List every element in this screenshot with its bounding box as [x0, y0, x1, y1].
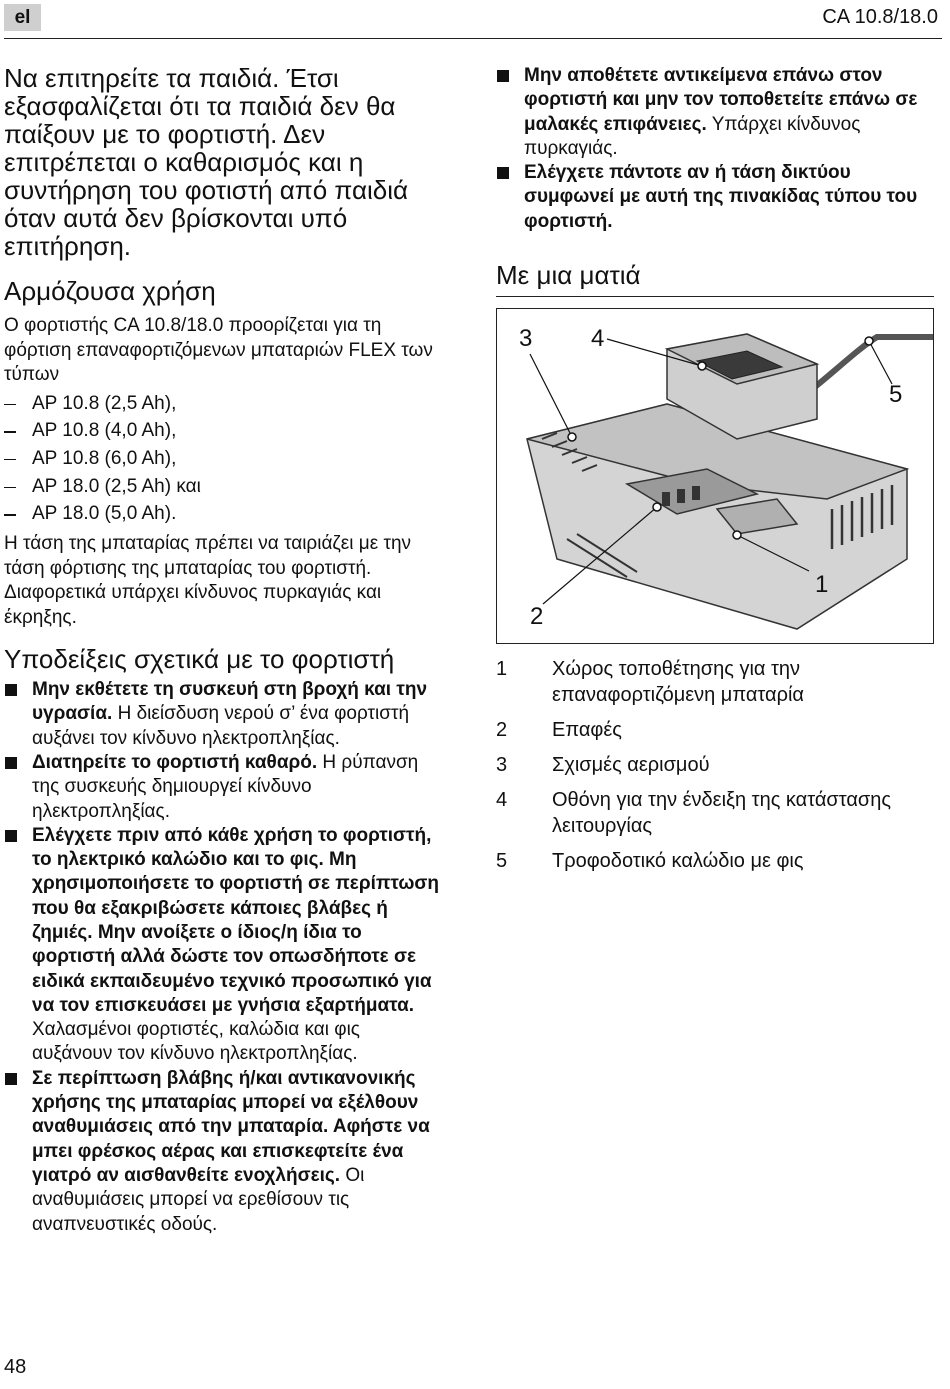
legend-item — [496, 752, 941, 778]
hint-item — [4, 824, 444, 1067]
legend-item — [496, 656, 941, 708]
bullet-square-icon — [5, 830, 17, 842]
legend-text: Χώρος τοποθέτησης για την επαναφορτιζόμενη μπαταρία — [552, 658, 804, 706]
charger-hints-heading: Υποδείξεις σχετικά με το φορτιστή — [4, 644, 395, 675]
hint-bold: Μην εκθέτετε τη συσκευή στη βροχή και την υγρασία. — [32, 679, 428, 725]
page-number: 48 — [4, 1356, 27, 1378]
model-name: CA 10.8/18.0 — [822, 6, 938, 28]
bullet-square-icon — [497, 70, 509, 82]
legend-text: Σχισμές αερισμού — [552, 754, 710, 776]
intro-text: Να επιτηρείτε τα παιδιά. Έτσι εξασφαλίζεται ότι τα παιδιά δεν θα παίξουν με το φορτιστή. Δεν επιτρέπεται ο καθαρισμός και η συντήρηση του φοτιστή από παιδιά όταν αυτά δεν βρίσκονται υπό επιτήρηση. — [4, 63, 409, 261]
hint-text: Υπάρχει κίνδυνος πυρκαγιάς. — [524, 113, 861, 159]
legend-text: Τροφοδοτικό καλώδιο με φις — [552, 850, 804, 872]
battery-type-item: AP 18.0 (2,5 Ah) και — [4, 473, 444, 501]
hint-text: Η ρύπανση της συσκευής δημιουργεί κίνδυνο ηλεκτροπληξίας. — [32, 751, 419, 822]
figure-label-2: 2 — [530, 603, 544, 630]
charger-hints-list-continued — [496, 64, 941, 234]
hint-item — [496, 161, 941, 234]
hint-item — [4, 1067, 444, 1237]
figure-label-1: 1 — [815, 571, 829, 598]
legend-number: 3 — [496, 754, 508, 776]
hint-text: Οι αναθυμιάσεις μπορεί να ερεθίσουν τις αναπνευστικές οδούς. — [32, 1164, 365, 1235]
charger-figure — [496, 308, 934, 644]
intended-use-heading: Αρμόζουσα χρήση — [4, 276, 216, 306]
legend-item — [496, 787, 941, 839]
language-badge: el — [4, 4, 41, 31]
hint-bold: Σε περίπτωση βλάβης ή/και αντικανονικής χρήσης της μπαταρίας μπορεί να εξέλθουν αναθυμιάσεις από την μπαταρία. Αφήστε να μπει φρέσκος αέρας και επισκεφτείτε ένα γιατρό αν αισθανθείτε ενοχλήσεις. — [32, 1067, 430, 1186]
hint-text: Χαλασμένοι φορτιστές, καλώδια και φις αυξάνουν τον κίνδυνο ηλεκτροπληξίας. — [32, 1019, 360, 1065]
bullet-square-icon — [5, 757, 17, 769]
legend-item — [496, 848, 941, 874]
header-rule — [4, 38, 942, 39]
figure-label-5: 5 — [889, 381, 903, 408]
bullet-square-icon — [497, 167, 509, 179]
bullet-square-icon — [5, 1073, 17, 1085]
charger-illustration — [497, 309, 933, 643]
figure-label-4: 4 — [591, 325, 605, 352]
intended-use-text: Ο φορτιστής CA 10.8/18.0 προορίζεται για τη φόρτιση επαναφορτιζόμενων μπαταριών FLEX των τύπων — [4, 315, 433, 385]
hint-bold: Διατηρείτε το φορτιστή καθαρό. — [32, 751, 318, 773]
hint-text: Η διείσδυση νερού σ’ ένα φορτιστή αυξάνει τον κίνδυνο ηλεκτροπληξίας. — [32, 703, 410, 749]
hint-bold: Ελέγχετε πριν από κάθε χρήση το φορτιστή, το ηλεκτρικό καλώδιο και το φις. Μη χρησιμοποιήσετε το φορτιστή σε περίπτωση που θα εξακριβώσετε κάποιες βλάβες ή ζημιές. Μην ανοίξετε ο ίδιος/η ίδια το φορτιστή αλλά δώστε τον οπωσδήποτε σε ειδικά εκπαιδευμένο τεχνικό προσωπικό για να τον επισκευάσει με γνήσια εξαρτήματα. — [32, 824, 439, 1016]
battery-type-item: AP 10.8 (4,0 Ah), — [4, 417, 444, 445]
legend-text: Οθόνη για την ένδειξη της κατάστασης λειτουργίας — [552, 789, 892, 837]
hint-item — [496, 64, 941, 161]
right-column — [496, 64, 941, 297]
at-a-glance-heading: Με μια ματιά — [496, 260, 934, 297]
hint-bold: Ελέγχετε πάντοτε αν ή τάση δικτύου συμφωνεί με αυτή της πινακίδας τύπου του φορτιστή. — [524, 162, 918, 232]
figure-legend — [496, 656, 941, 883]
bullet-square-icon — [5, 684, 17, 696]
hint-item — [4, 678, 444, 751]
legend-number: 2 — [496, 719, 508, 741]
figure-label-3: 3 — [519, 325, 533, 352]
legend-item — [496, 717, 941, 743]
battery-type-item: AP 18.0 (5,0 Ah). — [4, 500, 444, 528]
battery-type-item: AP 10.8 (2,5 Ah), — [4, 390, 444, 418]
legend-number: 4 — [496, 789, 508, 811]
charger-hints-list — [4, 678, 444, 1237]
hint-bold: Μην αποθέτετε αντικείμενα επάνω στον φορτιστή και μην τον τοποθετείτε επάνω σε μαλακές επιφάνειες. — [524, 65, 918, 135]
battery-type-list — [4, 390, 444, 529]
voltage-warning-text: Η τάση της μπαταρίας πρέπει να ταιριάζει με την τάση φόρτισης της μπαταρίας του φορτιστή. Διαφορετικά υπάρχει κίνδυνος πυρκαγιάς και έκρηξης. — [4, 533, 412, 628]
left-column — [4, 64, 444, 1237]
legend-number: 1 — [496, 658, 508, 680]
legend-text: Επαφές — [552, 719, 622, 741]
hint-item — [4, 751, 444, 824]
legend-number: 5 — [496, 850, 508, 872]
battery-type-item: AP 10.8 (6,0 Ah), — [4, 445, 444, 473]
